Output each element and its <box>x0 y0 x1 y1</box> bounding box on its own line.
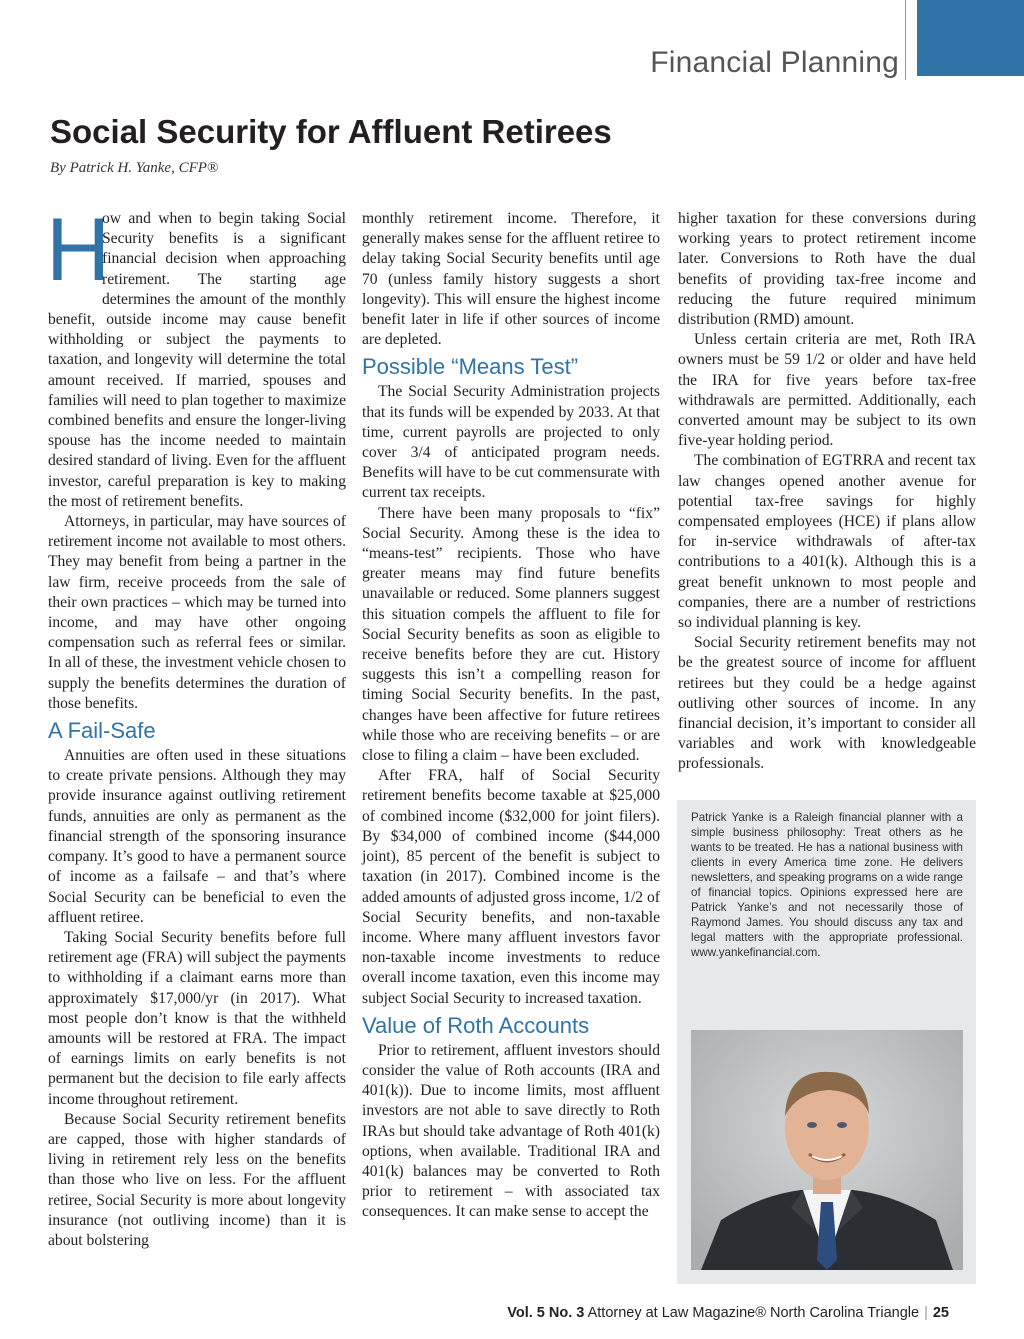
paragraph: monthly retirement income. Therefore, it generally makes sense for the affluent retiree to delay taking Social Security benefits until age 70 (unless family history suggests a short longevity). This will ensure the highest income benefit later in life if other sources of income are depleted. <box>362 210 660 349</box>
paragraph: Prior to retirement, affluent investors should consider the value of Roth accounts (IRA and 401(k)). Due to income limits, most affluent investors are not able to save directly to Roth IRAs but should take advantage of Roth 401(k) options, when available. Traditional IRA and 401(k) balances may be converted to Roth prior to retirement – with associated tax consequences. It can make sense to accept the <box>362 1041 660 1221</box>
author-bio-text: Patrick Yanke is a Raleigh financial planner with a simple business philosophy: Treat others as he wants to be treated. He has a national business with clients in every America time zone. He delivers newsletters, and speaking programs on a wide range of financial topics. Opinions expressed here are Patrick Yanke’s and not necessarily those of Raymond James. You should discuss any tax and legal matters with the appropriate professional. www.yankefinancial.com. <box>691 811 963 959</box>
subheading-fail-safe: A Fail-Safe <box>48 718 156 744</box>
paragraph: The Social Security Administration projects that its funds will be expended by 2033. At that time, current payrolls are projected to only cover 3/4 of anticipated program needs. Benefits will have to be cut commensurate with current tax receipts. <box>362 383 660 502</box>
drop-cap: H <box>46 199 111 299</box>
article-title: Social Security for Affluent Retirees <box>50 113 612 150</box>
column-1 <box>46 199 346 1251</box>
paragraph: Attorneys, in particular, may have sources of retirement income not available to most others. They may benefit from being a partner in the law firm, receive proceeds from the sale of their own practices – which may be turned into income, and may have other ongoing compensation such as referral fees or similar. In all of these, the investment vehicle chosen to supply the benefits determines the duration of those benefits. <box>48 513 346 712</box>
paragraph: There have been many proposals to “fix” Social Security. Among these is the idea to “means-test” recipients. Those who have greater means may find future benefits unavailable or reduced. Some planners suggest this situation compels the affluent to file for Social Security benefits as soon as eligible to receive benefits before they are cut. History suggests this isn’t a compelling reason for timing Social Security benefits. In the past, changes have been affective for future retirees while those who are receiving benefits – or are close to filing a claim – have been excluded. <box>362 504 660 765</box>
paragraph: The combination of EGTRRA and recent tax law changes opened another avenue for potential tax-free savings for highly compensated employees (HCE) if plans allow for in-service withdrawals of after-tax contributions to a 401(k). Although this is a great benefit unknown to most people and companies, there are a number of restrictions so individual planning is key. <box>678 452 976 632</box>
subheading-roth-accounts: Value of Roth Accounts <box>362 1012 590 1038</box>
subheading-means-test: Possible “Means Test” <box>362 354 579 380</box>
footer-publication: Attorney at Law Magazine® <box>587 1305 766 1321</box>
page-footer <box>507 1305 949 1321</box>
paragraph: After FRA, half of Social Security retirement benefits become taxable at $25,000 of combined income ($32,000 for joint filers). By $34,000 of combined income ($44,000 joint), 85 percent of the benefit is subject to taxation (in 2017). Combined income is the added amounts of adjusted gross income, 1/2 of Social Security benefits, and non-taxable income. Where many affluent investors favor non-taxable income investments to reduce overall income taxation, even this income may subject Social Security to increased taxation. <box>362 767 660 1007</box>
section-label: Financial Planning <box>650 46 899 79</box>
paragraph: Because Social Security retirement benefits are capped, those with higher standards of living in retirement rely less on the benefits than those who live on less. For the affluent retiree, Social Security is more about longevity insurance (not outliving income) than it is about bolstering <box>48 1110 346 1249</box>
column-2 <box>362 209 660 1223</box>
column-3 <box>678 209 976 775</box>
footer-region: North Carolina Triangle <box>769 1305 920 1321</box>
page-number: 25 <box>932 1305 949 1321</box>
paragraph: Annuities are often used in these situations to create private pensions. Although they may provide insurance against outliving retirement funds, annuities are only as permanent as the financial strength of the sponsoring insurance company. It’s good to have a permanent source of income as a failsafe – and that’s where Social Security can be beneficial to even the affluent retiree. <box>48 747 346 926</box>
author-bio-box <box>677 800 976 1284</box>
paragraph: Social Security retirement benefits may not be the greatest source of income for affluent retirees but they could be a hedge against outliving other sources of income. In any financial decision, it’s important to consider all variables and work with knowledgeable professionals. <box>678 634 976 773</box>
byline: By Patrick H. Yanke, CFP® <box>50 160 219 176</box>
footer-separator: | <box>924 1305 928 1321</box>
paragraph: higher taxation for these conversions during working years to protect retirement income later. Conversions to Roth have the dual benefits of providing tax-free income and reducing the future required minimum distribution (RMD) amount. <box>678 210 976 329</box>
header-accent-block <box>917 0 1024 76</box>
author-photo <box>691 1030 963 1270</box>
author-portrait-image <box>691 1030 963 1270</box>
footer-volume: Vol. 5 No. 3 <box>507 1305 585 1321</box>
header-divider <box>905 0 906 80</box>
paragraph: Taking Social Security benefits before full retirement age (FRA) will subject the payments to withholding if a claimant earns more than approximately $17,000/yr (in 2017). What most people don’t know is that the withheld amounts will be restored at FRA. The impact of earnings limits on early benefits is not permanent but the decision to file early affects income throughout retirement. <box>48 928 346 1108</box>
paragraph: Unless certain criteria are met, Roth IRA owners must be 59 1/2 or older and have held the IRA for five years before tax-free withdrawals are permitted. Additionally, each converted amount may be subject to its own five-year holding period. <box>678 331 976 450</box>
paragraph: ow and when to begin taking Social Security benefits is a significant financial decision when approaching retirement. The starting age determines the amount of the monthly benefit, outside income may cause benefit withholding or subject the payments to taxation, and longevity will determine the total amount received. If married, spouses and families will need to plan together to maximize combined benefits and ensure the longer-living spouse has the income needed to maintain desired standard of living. Even for the affluent investor, careful preparation is key to making the most of retirement benefits. <box>48 210 346 510</box>
